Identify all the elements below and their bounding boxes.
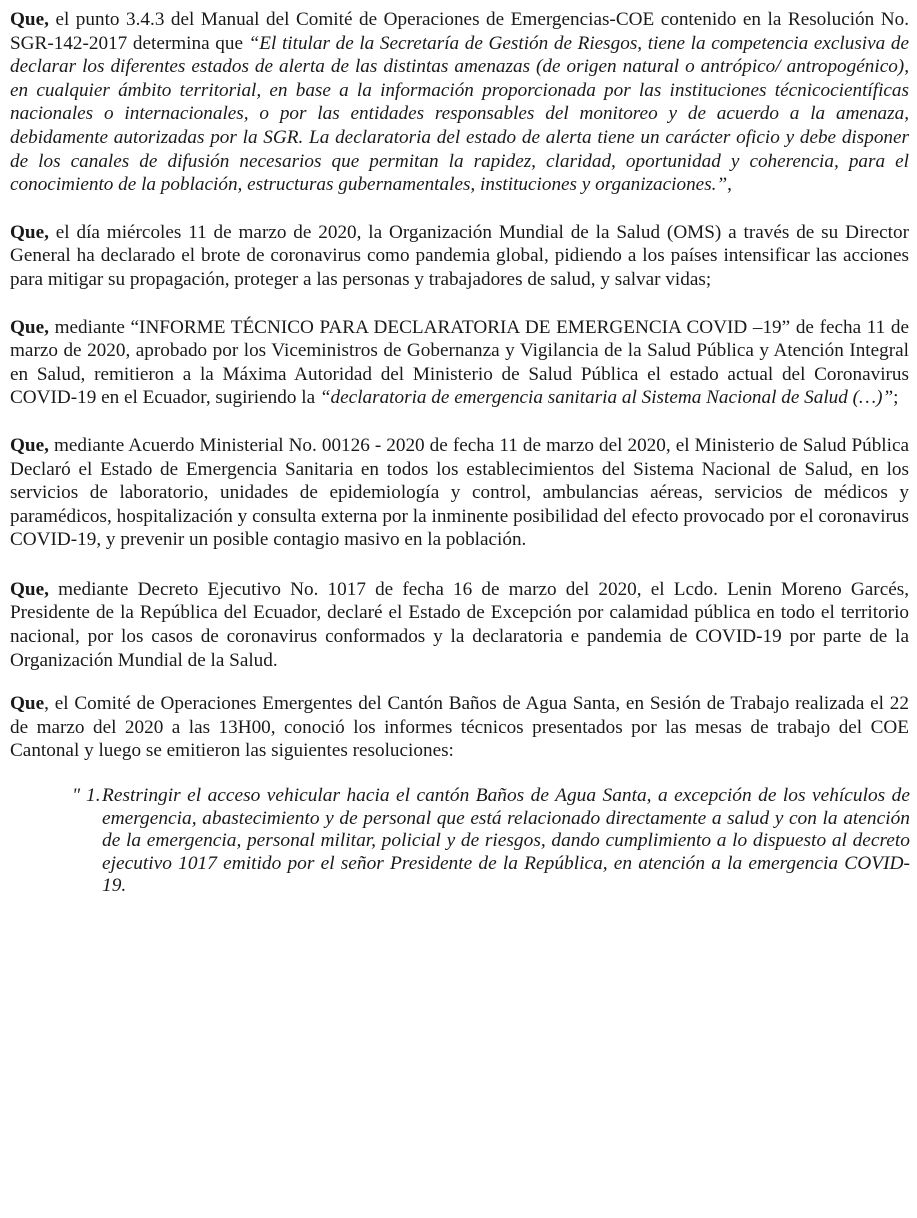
- paragraph-lead: Que,: [10, 316, 49, 338]
- paragraph-3: [10, 316, 909, 410]
- paragraph-1: [10, 8, 909, 197]
- paragraph-text: mediante Decreto Ejecutivo No. 1017 de fecha 16 de marzo del 2020, el Lcdo. Lenin Moreno Garcés, Presidente de la República del Ecuador, declaré el Estado de Excepción por calamidad pública en todo el territorio nacional, por los casos de coronavirus conformados y la declaratoria e pandemia de COVID-19 por parte de la Organización Mundial de la Salud.: [10, 578, 909, 671]
- paragraph-text: mediante “INFORME TÉCNICO PARA DECLARATORIA DE EMERGENCIA COVID –19” de fecha 11 de marzo de 2020, aprobado por los Viceministros de Gobernanza y Vigilancia de la Salud Pública y Atención Integral en Salud, remitieron a la Máxima Autoridad del Ministerio de Salud Pública el estado actual del Coronavirus COVID-19 en el Ecuador, sugiriendo la: [10, 316, 909, 409]
- resolution-text: Restringir el acceso vehicular hacia el cantón Baños de Agua Santa, a excepción de los vehículos de emergencia, abastecimiento y de personal que está relacionado directamente a salud y con la atención de la emergencia, personal militar, policial y de riesgos, dando cumplimiento a lo dispuesto al decreto ejecutivo 1017 emitido por el señor Presidente de la República, en atención a la emergencia COVID-19.: [102, 785, 910, 897]
- paragraph-lead: Que,: [10, 9, 49, 30]
- paragraph-text: el día miércoles 11 de marzo de 2020, la Organización Mundial de la Salud (OMS) a través de su Director General ha declarado el brote de coronavirus como pandemia global, pidiendo a los países intensificar las acciones para mitigar su propagación, proteger a las personas y trabajadores de salud, y salvar vidas;: [10, 221, 909, 290]
- paragraph-text: ;: [893, 387, 899, 409]
- paragraph-4: [10, 434, 909, 552]
- quote-open-mark: ": [72, 785, 81, 807]
- paragraph-lead: Que,: [10, 578, 49, 600]
- paragraph-text: el punto 3.4.3 del Manual del Comité de Operaciones de Emergencias-COE contenido en la Resolución No. SGR-142-2017 determina que: [10, 9, 909, 54]
- paragraph-text: ,: [727, 174, 732, 196]
- paragraph-5: [10, 578, 909, 672]
- resolution-quote: [72, 785, 910, 898]
- paragraph-lead: Que,: [10, 221, 49, 243]
- paragraph-2: [10, 221, 909, 292]
- paragraph-lead: Que,: [10, 434, 49, 456]
- resolution-number: 1.: [86, 785, 101, 807]
- resolution-item-1: [72, 785, 910, 898]
- paragraph-6: [10, 692, 909, 763]
- paragraph-lead: Que: [10, 693, 45, 715]
- quoted-text: “declaratoria de emergencia sanitaria al Sistema Nacional de Salud (…)”: [319, 387, 894, 409]
- paragraph-text: mediante Acuerdo Ministerial No. 00126 - 2020 de fecha 11 de marzo del 2020, el Ministerio de Salud Pública Declaró el Estado de Emergencia Sanitaria en todos los establecimientos del Sistema Nacional de Salud, en los servicios de laboratorio, unidades de epidemiología y control, ambulancias aéreas, servicios de médicos y paramédicos, hospitalización y consulta externa por la inminente posibilidad del efecto provocado por el coronavirus COVID-19, y prevenir un posible contagio masivo en la población.: [10, 434, 909, 551]
- paragraph-text: , el Comité de Operaciones Emergentes del Cantón Baños de Agua Santa, en Sesión de Trabajo realizada el 22 de marzo del 2020 a las 13H00, conoció los informes técnicos presentados por las mesas de trabajo del COE Cantonal y luego se emitieron las siguientes resoluciones:: [10, 693, 909, 762]
- quoted-text: “El titular de la Secretaría de Gestión de Riesgos, tiene la competencia exclusiva de declarar los diferentes estados de alerta de las distintas amenazas (de origen natural o antrópico/ antropogénico), en cualquier ámbito territorial, en base a la información proporcionada por las instituciones técnicocientíficas nacionales o internacionales, o por las entidades responsables del monitoreo y de acuerdo a la amenaza, debidamente autorizadas por la SGR. La declaratoria del estado de alerta tiene un carácter oficio y debe disponer de los canales de difusión necesarios que permitan la rapidez, claridad, oportunidad y coherencia, para el conocimiento de la población, estructuras gubernamentales, instituciones y organizaciones.”: [10, 32, 909, 196]
